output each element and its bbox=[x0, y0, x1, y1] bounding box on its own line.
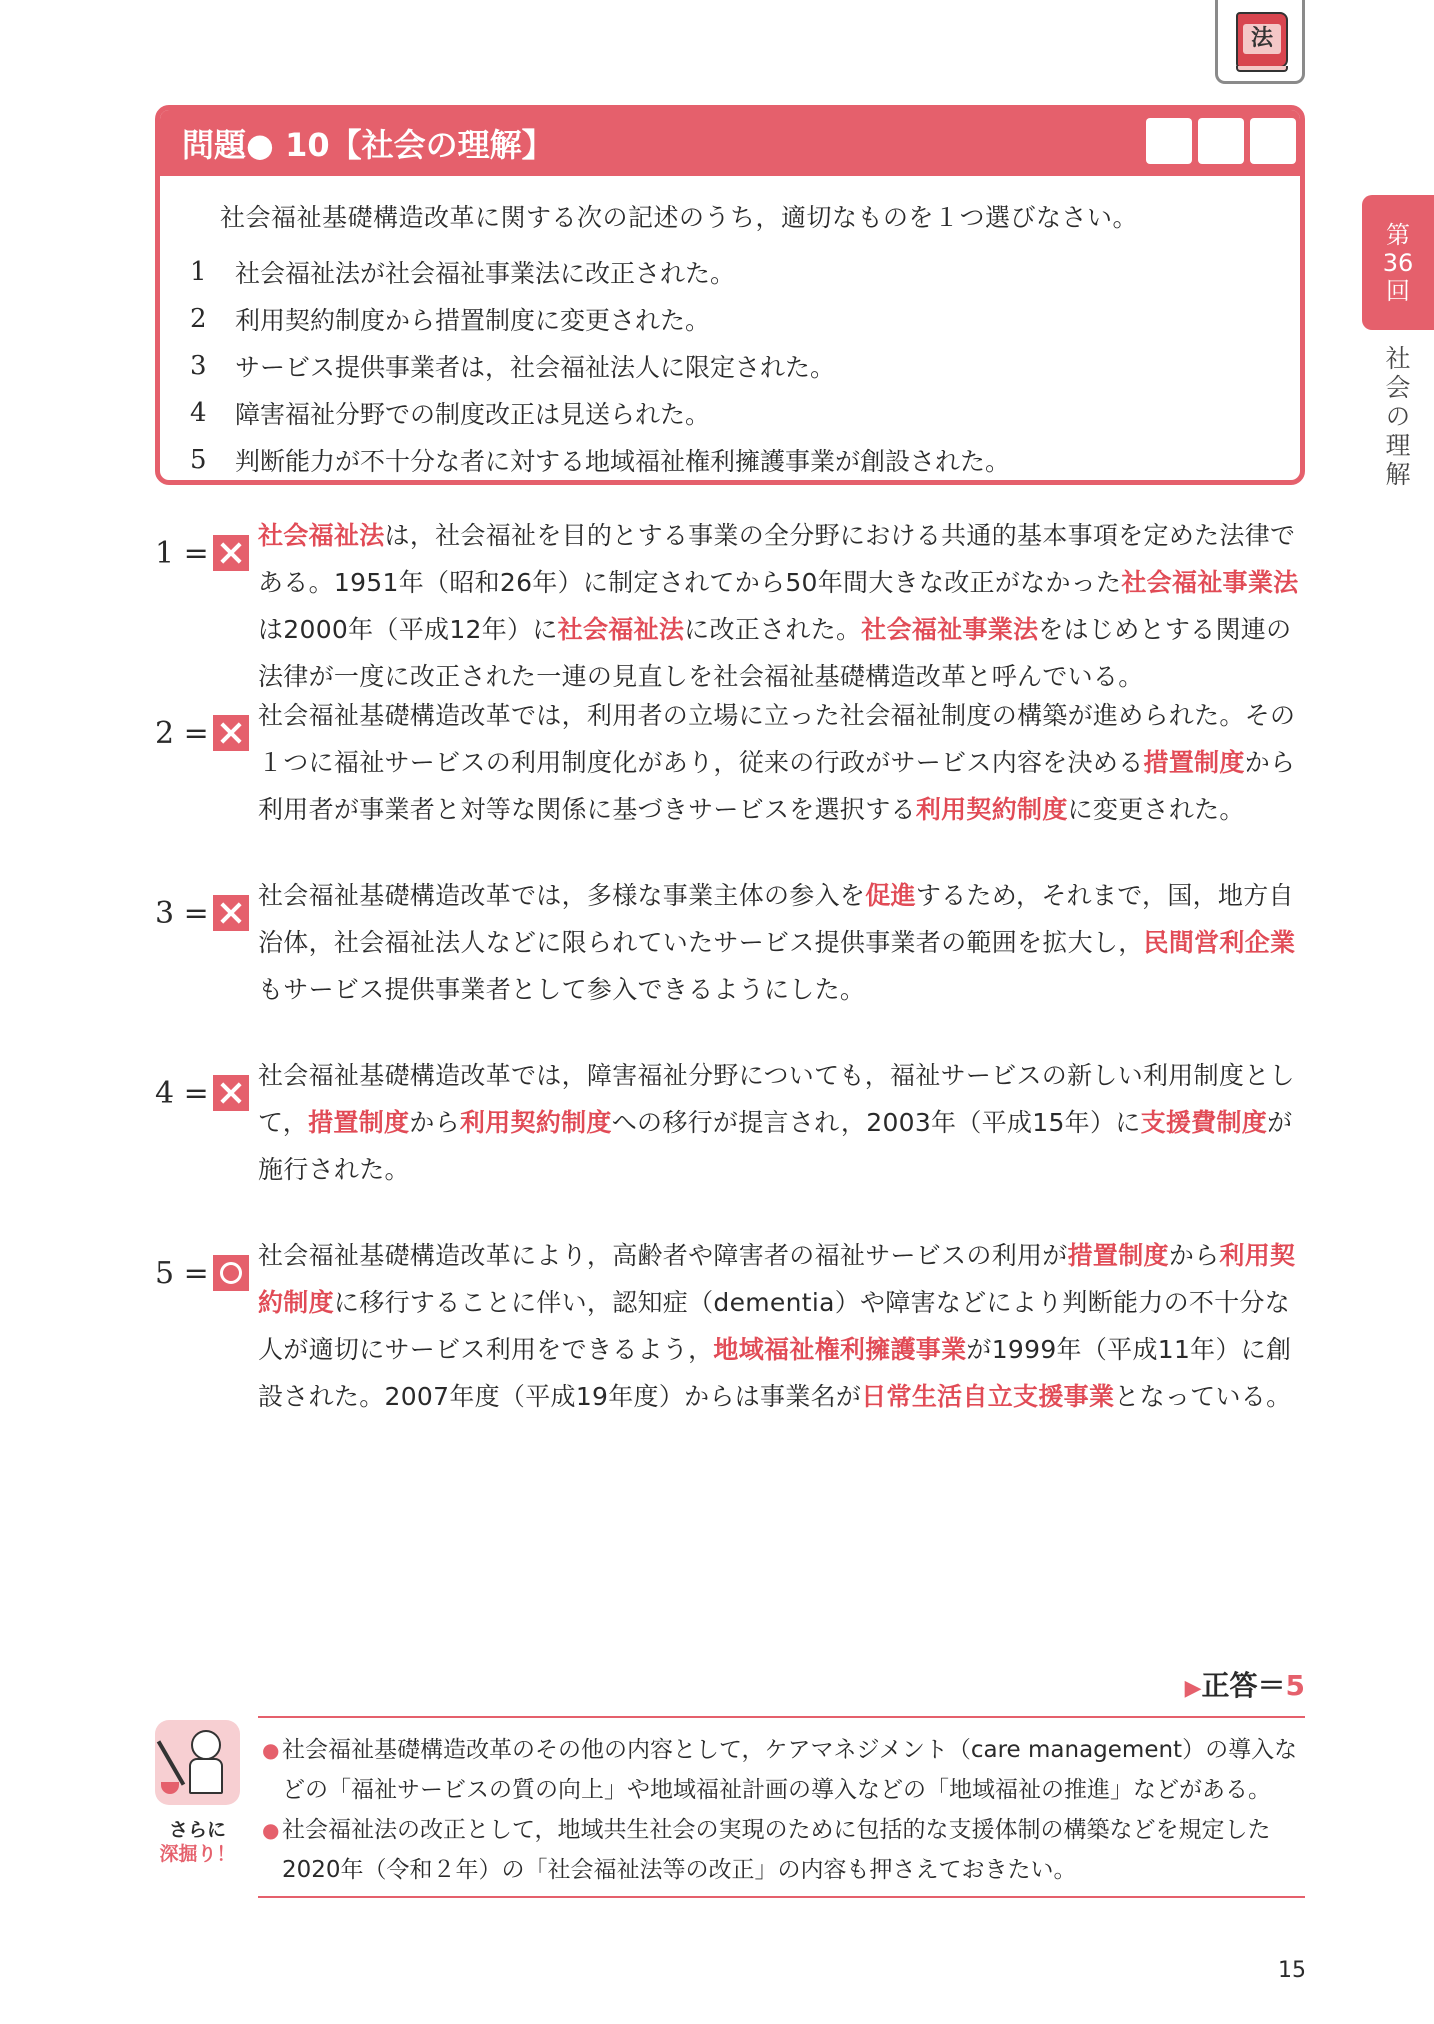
deepen-item-text: 社会福祉基礎構造改革のその他の内容として，ケアマネジメント（care management）の導入などの「福祉サービスの質の向上」や地域福祉計画の導入などの「地域福祉の推進」などがある。 bbox=[282, 1737, 1298, 1803]
explanation-text: に変更された。 bbox=[1067, 795, 1245, 824]
deepen-label bbox=[155, 1818, 240, 1866]
option-number: 4 bbox=[190, 397, 207, 428]
deepen-item-text: 社会福祉法の改正として，地域共生社会の実現のために包括的な支援体制の構築などを規定した2020年（令和２年）の「社会福祉法等の改正」の内容も押さえておきたい。 bbox=[282, 1817, 1271, 1883]
checkbox-2[interactable] bbox=[1198, 118, 1244, 164]
highlight-term: 利用契約制度 bbox=[258, 1241, 1296, 1317]
highlight-term: 社会福祉事業法 bbox=[861, 615, 1039, 644]
explanation-text: への移行が提言され，2003年（平成15年）に bbox=[611, 1108, 1141, 1137]
answer-label bbox=[155, 535, 249, 571]
wrong-cross-icon bbox=[213, 715, 249, 751]
deepen-item bbox=[262, 1730, 1307, 1810]
explanation-text: は，社会福祉を目的とする事業の全分野における共通的基本事項を定めた法律である。1951年（昭和26年）に制定されてから50年間大きな改正がなかった bbox=[258, 521, 1296, 597]
chapter-tab-line2: 36 bbox=[1382, 248, 1414, 277]
highlight-term: 促進 bbox=[865, 881, 916, 910]
wrong-cross-icon bbox=[213, 895, 249, 931]
highlight-term: 措置制度 bbox=[308, 1108, 410, 1137]
highlight-term: 地域福祉権利擁護事業 bbox=[713, 1335, 967, 1364]
deepen-item bbox=[262, 1810, 1307, 1890]
explanation-text: に移行することに伴い，認知症（dementia）や障害などにより判断能力の不十分な人が適切にサービス利用をできるよう， bbox=[258, 1288, 1291, 1364]
explanation-text: もサービス提供事業者として参入できるようにした。 bbox=[258, 975, 866, 1004]
highlight-term: 利用契約制度 bbox=[915, 795, 1068, 824]
option-text: サービス提供事業者は，社会福祉法人に限定された。 bbox=[235, 352, 836, 382]
answer-label bbox=[155, 715, 249, 751]
answer-label bbox=[155, 1255, 249, 1291]
deepen-label-line2: 深掘り！ bbox=[159, 1843, 236, 1865]
highlight-term: 利用契約制度 bbox=[459, 1108, 612, 1137]
answer-3 bbox=[155, 860, 1305, 1020]
question-stem: 社会福祉基礎構造改革に関する次の記述のうち，適切なものを１つ選びなさい。 bbox=[220, 203, 1139, 232]
answer-explanation bbox=[258, 860, 1305, 1013]
shovel-blade bbox=[161, 1782, 179, 1794]
explanation-text: 社会福祉基礎構造改革では，多様な事業主体の参入を bbox=[258, 881, 866, 910]
explanation-text: は2000年（平成12年）に bbox=[258, 615, 558, 644]
question-option bbox=[190, 248, 1270, 295]
chapter-tab-line3: 回 bbox=[1386, 276, 1410, 305]
explanation-text: が1999年（平成11年）に創設された。2007年度（平成19年度）からは事業名が bbox=[258, 1335, 1292, 1411]
question-option bbox=[190, 389, 1270, 436]
answer-1 bbox=[155, 500, 1305, 691]
explanation-text: に改正された。 bbox=[684, 615, 862, 644]
chapter-title: 社会の理解 bbox=[1382, 345, 1411, 490]
wrong-cross-icon bbox=[213, 1075, 249, 1111]
digging-person-icon bbox=[155, 1720, 240, 1805]
answer-4 bbox=[155, 1040, 1305, 1200]
question-box bbox=[155, 105, 1305, 485]
explanation-text: 社会福祉基礎構造改革では，利用者の立場に立った社会福祉制度の構築が進められた。その１つに福祉サービスの利用制度化があり，従来の行政がサービス内容を決める bbox=[258, 701, 1296, 777]
correct-value: 5 bbox=[1285, 1669, 1305, 1702]
option-text: 障害福祉分野での制度改正は見送られた。 bbox=[235, 399, 711, 429]
answer-number: 5 = bbox=[155, 1255, 209, 1291]
option-number: 1 bbox=[190, 256, 207, 287]
option-number: 3 bbox=[190, 350, 207, 381]
explanation-text: が施行された。 bbox=[258, 1108, 1293, 1184]
chapter-tab-line1: 第 bbox=[1386, 220, 1410, 249]
highlight-term: 措置制度 bbox=[1143, 748, 1245, 777]
answer-number: 3 = bbox=[155, 895, 209, 931]
correct-answer bbox=[1175, 1664, 1305, 1704]
answer-explanation bbox=[258, 1040, 1305, 1193]
highlight-term: 支援費制度 bbox=[1140, 1108, 1268, 1137]
option-list bbox=[190, 248, 1270, 483]
check-boxes bbox=[1146, 118, 1296, 164]
page-number: 15 bbox=[1278, 1958, 1306, 1983]
highlight-term: 社会福祉事業法 bbox=[1121, 568, 1299, 597]
question-title: 問題● 10【社会の理解】 bbox=[182, 126, 554, 164]
option-text: 判断能力が不十分な者に対する地域福祉権利擁護事業が創設された。 bbox=[235, 446, 1011, 476]
deepen-label-line1: さらに bbox=[168, 1819, 226, 1841]
answer-number: 2 = bbox=[155, 715, 209, 751]
answer-explanation bbox=[258, 1220, 1305, 1420]
law-book-icon bbox=[1215, 0, 1305, 84]
highlight-term: 措置制度 bbox=[1067, 1241, 1169, 1270]
question-header bbox=[160, 110, 1300, 176]
correct-circle-icon bbox=[213, 1255, 249, 1291]
option-text: 社会福祉法が社会福祉事業法に改正された。 bbox=[235, 258, 736, 288]
explanation-text: 社会福祉基礎構造改革により，高齢者や障害者の福祉サービスの利用が bbox=[258, 1241, 1068, 1270]
answer-2 bbox=[155, 680, 1305, 840]
answer-number: 1 = bbox=[155, 535, 209, 571]
explanation-text: から bbox=[409, 1108, 460, 1137]
explanation-text: となっている。 bbox=[1114, 1382, 1292, 1411]
bullet-icon: ● bbox=[262, 1738, 280, 1762]
deepen-divider-bottom bbox=[258, 1896, 1305, 1898]
question-body bbox=[160, 176, 1300, 483]
question-option bbox=[190, 342, 1270, 389]
option-text: 利用契約制度から措置制度に変更された。 bbox=[235, 305, 711, 335]
option-number: 2 bbox=[190, 303, 207, 334]
question-option bbox=[190, 295, 1270, 342]
checkbox-3[interactable] bbox=[1250, 118, 1296, 164]
law-glyph: 法 bbox=[1243, 24, 1281, 54]
explanation-text: から bbox=[1168, 1241, 1220, 1270]
explanation-text: から利用者が事業者と対等な関係に基づきサービスを選択する bbox=[258, 748, 1296, 824]
highlight-term: 日常生活自立支援事業 bbox=[861, 1382, 1115, 1411]
wrong-cross-icon bbox=[213, 535, 249, 571]
highlight-term: 社会福祉法 bbox=[258, 521, 385, 550]
answer-explanation bbox=[258, 680, 1305, 833]
bullet-icon: ● bbox=[262, 1818, 280, 1842]
shovel-icon bbox=[157, 1740, 185, 1785]
icon-body bbox=[189, 1758, 223, 1794]
question-option bbox=[190, 436, 1270, 483]
chapter-tab bbox=[1362, 195, 1434, 330]
explanation-text: をはじめとする関連の法律が一度に改正された一連の見直しを社会福祉基礎構造改革と呼んでいる。 bbox=[258, 615, 1292, 691]
triangle-arrow-icon: ▶ bbox=[1184, 1676, 1202, 1701]
explanation-text: 社会福祉基礎構造改革では，障害福祉分野についても，福祉サービスの新しい利用制度として， bbox=[258, 1061, 1295, 1137]
deepen-items bbox=[262, 1730, 1307, 1890]
answer-label bbox=[155, 895, 249, 931]
answer-number: 4 = bbox=[155, 1075, 209, 1111]
book-shape bbox=[1236, 12, 1288, 68]
option-number: 5 bbox=[190, 444, 207, 475]
checkbox-1[interactable] bbox=[1146, 118, 1192, 164]
answer-explanation bbox=[258, 500, 1305, 700]
highlight-term: 社会福祉法 bbox=[557, 615, 685, 644]
answer-label bbox=[155, 1075, 249, 1111]
explanation-text: するため，それまで，国，地方自治体，社会福祉法人などに限られていたサービス提供事業者の範囲を拡大し， bbox=[258, 881, 1294, 957]
answer-5 bbox=[155, 1220, 1305, 1440]
icon-head bbox=[191, 1730, 221, 1760]
highlight-term: 民間営利企業 bbox=[1143, 928, 1296, 957]
correct-label: 正答＝ bbox=[1201, 1669, 1286, 1702]
deepen-divider-top bbox=[258, 1716, 1305, 1718]
